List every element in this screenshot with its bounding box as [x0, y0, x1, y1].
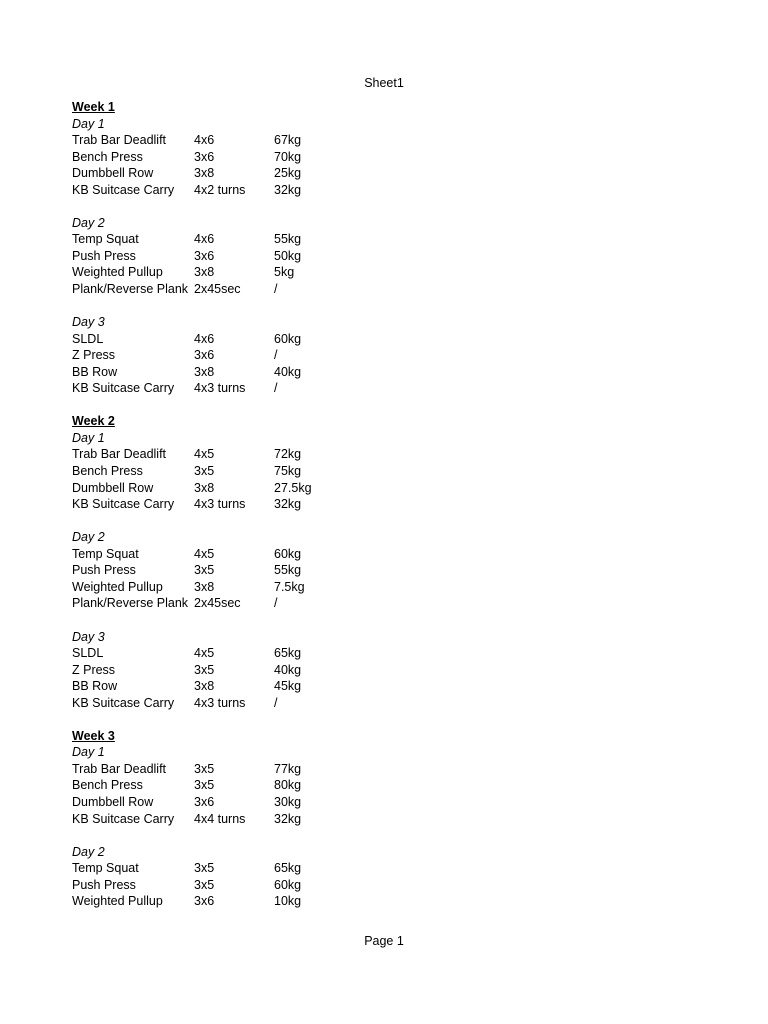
- exercise-row: [72, 347, 278, 364]
- load: 60kg: [274, 546, 302, 561]
- exercise-name: Dumbbell Row: [72, 480, 154, 495]
- exercise-name: Weighted Pullup: [72, 579, 163, 594]
- blank-row: [72, 198, 115, 215]
- exercise-name: Push Press: [72, 248, 136, 263]
- sets-reps: 3x8: [194, 265, 215, 280]
- exercise-row: [72, 132, 302, 149]
- sets-reps: 3x8: [194, 480, 215, 495]
- exercise-name: KB Suitcase Carry: [72, 695, 175, 710]
- exercise-name: Push Press: [72, 563, 136, 578]
- exercise-row: [72, 546, 302, 563]
- load: 32kg: [274, 182, 302, 197]
- sets-reps: 4x2 turns: [194, 182, 246, 197]
- exercise-row: [72, 662, 302, 679]
- exercise-row: [72, 777, 302, 794]
- load: 30kg: [274, 794, 302, 809]
- exercise-name: Dumbbell Row: [72, 794, 154, 809]
- exercise-row: [72, 231, 302, 248]
- load: 40kg: [274, 662, 302, 677]
- exercise-row: [72, 678, 302, 695]
- exercise-row: [72, 877, 302, 894]
- load: 65kg: [274, 646, 302, 661]
- exercise-row: [72, 595, 278, 612]
- exercise-name: Temp Squat: [72, 861, 139, 876]
- sets-reps: 3x5: [194, 877, 215, 892]
- exercise-row: [72, 794, 302, 811]
- day-heading: Day 2: [72, 215, 105, 230]
- sets-reps: 3x5: [194, 662, 215, 677]
- exercise-name: Z Press: [72, 348, 116, 363]
- load: 32kg: [274, 811, 302, 826]
- sets-reps: 4x5: [194, 646, 215, 661]
- week-heading: Week 3: [72, 728, 115, 743]
- sets-reps: 3x6: [194, 894, 215, 909]
- load: 67kg: [274, 133, 302, 148]
- exercise-name: SLDL: [72, 331, 104, 346]
- load: 60kg: [274, 331, 302, 346]
- day-heading: Day 3: [72, 629, 105, 644]
- exercise-row: [72, 380, 278, 397]
- sets-reps: 3x6: [194, 348, 215, 363]
- sets-reps: 3x6: [194, 248, 215, 263]
- workout-program: [72, 99, 312, 910]
- load: 65kg: [274, 861, 302, 876]
- blank-row: [72, 397, 115, 414]
- exercise-row: [72, 149, 302, 166]
- sets-reps: 3x8: [194, 579, 215, 594]
- load: 60kg: [274, 877, 302, 892]
- exercise-row: [72, 496, 302, 513]
- week-heading: Week 1: [72, 100, 115, 114]
- exercise-name: Bench Press: [72, 464, 143, 479]
- load: 45kg: [274, 679, 302, 694]
- exercise-row: [72, 562, 302, 579]
- page-number: Page 1: [364, 934, 404, 948]
- exercise-name: Trab Bar Deadlift: [72, 133, 167, 148]
- exercise-row: [72, 480, 312, 497]
- load: 27.5kg: [274, 480, 312, 495]
- sets-reps: 4x5: [194, 546, 215, 561]
- exercise-name: Push Press: [72, 877, 136, 892]
- load: 40kg: [274, 364, 302, 379]
- load: /: [274, 596, 278, 611]
- load: 25kg: [274, 166, 302, 181]
- exercise-row: [72, 860, 302, 877]
- load: 10kg: [274, 894, 302, 909]
- load: /: [274, 348, 278, 363]
- exercise-row: [72, 446, 302, 463]
- week-heading: Week 2: [72, 414, 115, 429]
- day-heading: Day 3: [72, 315, 105, 330]
- exercise-name: KB Suitcase Carry: [72, 497, 175, 512]
- exercise-row: [72, 579, 305, 596]
- exercise-name: Weighted Pullup: [72, 894, 163, 909]
- blank-row: [72, 711, 115, 728]
- load: 80kg: [274, 778, 302, 793]
- sets-reps: 3x5: [194, 563, 215, 578]
- exercise-name: BB Row: [72, 364, 118, 379]
- exercise-name: Bench Press: [72, 778, 143, 793]
- sets-reps: 3x5: [194, 778, 215, 793]
- sets-reps: 2x45sec: [194, 282, 241, 297]
- day-heading: Day 2: [72, 530, 105, 545]
- exercise-row: [72, 182, 302, 199]
- sets-reps: 4x3 turns: [194, 381, 246, 396]
- sets-reps: 4x6: [194, 331, 215, 346]
- exercise-row: [72, 281, 278, 298]
- exercise-name: Trab Bar Deadlift: [72, 447, 167, 462]
- exercise-name: Z Press: [72, 662, 116, 677]
- exercise-row: [72, 165, 302, 182]
- sets-reps: 3x5: [194, 761, 215, 776]
- sets-reps: 4x6: [194, 232, 215, 247]
- load: /: [274, 282, 278, 297]
- day-heading: Day 1: [72, 745, 105, 760]
- exercise-name: SLDL: [72, 646, 104, 661]
- blank-row: [72, 298, 115, 315]
- exercise-row: [72, 364, 302, 381]
- blank-row: [72, 612, 115, 629]
- day-heading: Day 1: [72, 116, 105, 131]
- load: 75kg: [274, 464, 302, 479]
- exercise-row: [72, 248, 302, 265]
- blank-row: [72, 827, 115, 844]
- load: 77kg: [274, 761, 302, 776]
- day-heading: Day 2: [72, 844, 105, 859]
- exercise-name: BB Row: [72, 679, 118, 694]
- exercise-name: Bench Press: [72, 149, 143, 164]
- exercise-name: Temp Squat: [72, 232, 139, 247]
- exercise-name: Temp Squat: [72, 546, 139, 561]
- load: 55kg: [274, 232, 302, 247]
- sets-reps: 4x6: [194, 133, 215, 148]
- exercise-row: [72, 761, 302, 778]
- exercise-name: Trab Bar Deadlift: [72, 761, 167, 776]
- sheet-title: Sheet1: [364, 76, 404, 90]
- exercise-row: [72, 645, 302, 662]
- sets-reps: 3x8: [194, 166, 215, 181]
- sets-reps: 4x3 turns: [194, 695, 246, 710]
- sets-reps: 3x8: [194, 679, 215, 694]
- load: 32kg: [274, 497, 302, 512]
- sets-reps: 3x8: [194, 364, 215, 379]
- load: 50kg: [274, 248, 302, 263]
- load: 70kg: [274, 149, 302, 164]
- load: 72kg: [274, 447, 302, 462]
- load: 7.5kg: [274, 579, 305, 594]
- exercise-row: [72, 331, 302, 348]
- sets-reps: 2x45sec: [194, 596, 241, 611]
- exercise-name: Weighted Pullup: [72, 265, 163, 280]
- blank-row: [72, 513, 115, 530]
- exercise-name: KB Suitcase Carry: [72, 182, 175, 197]
- sets-reps: 4x4 turns: [194, 811, 246, 826]
- sets-reps: 3x5: [194, 464, 215, 479]
- exercise-row: [72, 264, 295, 281]
- sets-reps: 3x6: [194, 149, 215, 164]
- exercise-name: Dumbbell Row: [72, 166, 154, 181]
- load: 5kg: [274, 265, 295, 280]
- exercise-name: KB Suitcase Carry: [72, 811, 175, 826]
- load: 55kg: [274, 563, 302, 578]
- day-heading: Day 1: [72, 430, 105, 445]
- exercise-name: KB Suitcase Carry: [72, 381, 175, 396]
- exercise-row: [72, 811, 302, 828]
- sets-reps: 3x5: [194, 861, 215, 876]
- load: /: [274, 695, 278, 710]
- exercise-name: Plank/Reverse Plank: [72, 596, 189, 611]
- sets-reps: 4x3 turns: [194, 497, 246, 512]
- load: /: [274, 381, 278, 396]
- exercise-name: Plank/Reverse Plank: [72, 282, 189, 297]
- exercise-row: [72, 695, 278, 712]
- sets-reps: 4x5: [194, 447, 215, 462]
- exercise-row: [72, 893, 302, 910]
- exercise-row: [72, 463, 302, 480]
- sets-reps: 3x6: [194, 794, 215, 809]
